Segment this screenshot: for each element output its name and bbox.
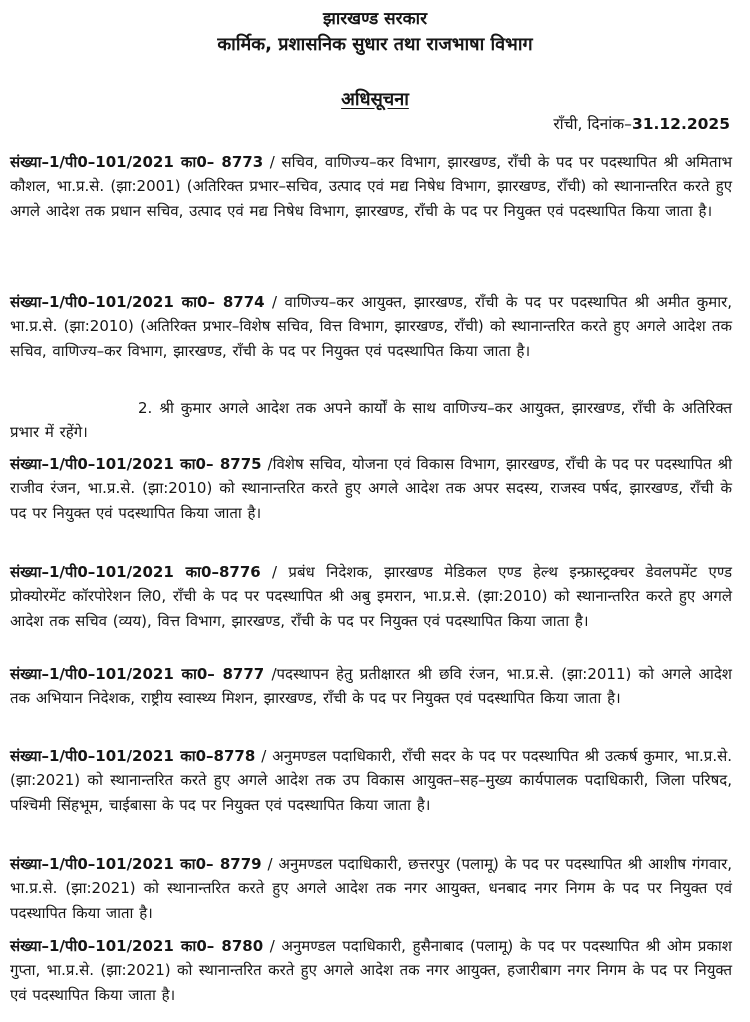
dateline-place: राँची, दिनांक–	[553, 115, 632, 133]
dateline-date: 31.12.2025	[631, 115, 730, 133]
document-title-text: अधिसूचना	[341, 89, 409, 110]
government-heading: झारखण्ड सरकार	[322, 9, 428, 29]
order-subparagraph-2	[10, 396, 732, 445]
order-text: / सचिव, वाणिज्य–कर विभाग, झारखण्ड, राँची के पद पर पदस्थापित श्री अमिताभ कौशल, भा.प्र.से. (झा:2001) (अतिरिक्त प्रभार–सचिव, उत्पाद एवं मद्य निषेध विभाग, झारखण्ड, राँची) को स्थानान्तरित करते हुए अगले आदेश तक प्रधान सचिव, उत्पाद एवं मद्य निषेध विभाग, झारखण्ड, राँची के पद पर नियुक्त एवं पदस्थापित किया जाता है।	[10, 153, 732, 220]
order-reference: संख्या–1/पी0–101/2021 का0–8776	[10, 563, 261, 581]
order-paragraph-8779	[10, 852, 732, 925]
order-text: / अनुमण्डल पदाधिकारी, राँची सदर के पद पर पदस्थापित श्री उत्कर्ष कुमार, भा.प्र.से. (झा:2021) को स्थानान्तरित करते हुए अगले आदेश तक उप विकास आयुक्त–सह–मुख्य कार्यपालक पदाधिकारी, जिला परिषद, पश्चिमी सिंहभूम, चाईबासा के पद पर नियुक्त एवं पदस्थापित किया जाता है।	[10, 747, 733, 814]
order-text: / अनुमण्डल पदाधिकारी, हुसैनाबाद (पलामू) के पद पर पदस्थापित श्री ओम प्रकाश गुप्ता, भा.प्र.से. (झा:2021) को स्थानान्तरित करते हुए अगले आदेश तक नगर आयुक्त, हजारीबाग नगर निगम के पद पर नियुक्त एवं पदस्थापित किया जाता है।	[10, 937, 732, 1004]
order-text: / प्रबंध निदेशक, झारखण्ड मेडिकल एण्ड हेल्थ इन्फ्रास्ट्रक्चर डेवलपमेंट एण्ड प्रोक्योरमेंट कॉरपोरेशन लि0, राँची के पद पर पदस्थापित श्री अबु इमरान, भा.प्र.से. (झा:2010) को स्थानान्तरित करते हुए अगले आदेश तक सचिव (व्यय), वित्त विभाग, झारखण्ड, राँची के पद पर नियुक्त एवं पदस्थापित किया जाता है।	[10, 563, 732, 630]
department-heading: कार्मिक, प्रशासनिक सुधार तथा राजभाषा विभाग	[217, 34, 533, 55]
order-reference: संख्या–1/पी0–101/2021 का0– 8775	[10, 455, 262, 473]
order-paragraph-8774	[10, 290, 732, 363]
dateline	[553, 114, 730, 134]
order-text: / अनुमण्डल पदाधिकारी, छत्तरपुर (पलामू) के पद पर पदस्थापित श्री आशीष गंगवार, भा.प्र.से. (झा:2021) को स्थानान्तरित करते हुए अगले आदेश तक नगर आयुक्त, धनबाद नगर निगम के पद पर नियुक्त एवं पदस्थापित किया जाता है।	[10, 855, 732, 922]
order-reference: संख्या–1/पी0–101/2021 का0– 8779	[10, 855, 262, 873]
order-text: 2. श्री कुमार अगले आदेश तक अपने कार्यों के साथ वाणिज्य–कर आयुक्त, झारखण्ड, राँची के अतिरिक्त प्रभार में रहेंगे।	[10, 399, 732, 442]
document-title	[0, 89, 750, 111]
order-reference: संख्या–1/पी0–101/2021 का0– 8777	[10, 665, 265, 683]
order-reference: संख्या–1/पी0–101/2021 का0– 8774	[10, 293, 265, 311]
order-paragraph-8780	[10, 934, 732, 1007]
order-reference: संख्या–1/पी0–101/2021 का0– 8780	[10, 937, 264, 955]
order-paragraph-8777	[10, 662, 732, 711]
order-reference: संख्या–1/पी0–101/2021 का0– 8773	[10, 153, 264, 171]
order-paragraph-8778	[10, 744, 732, 817]
order-text: /पदस्थापन हेतु प्रतीक्षारत श्री छवि रंजन, भा.प्र.से. (झा:2011) को अगले आदेश तक अभियान निदेशक, राष्ट्रीय स्वास्थ्य मिशन, झारखण्ड, राँची के पद पर नियुक्त एवं पदस्थापित किया जाता है।	[10, 665, 732, 708]
order-paragraph-8775	[10, 452, 732, 525]
order-reference: संख्या–1/पी0–101/2021 का0–8778	[10, 747, 256, 765]
order-text: /विशेष सचिव, योजना एवं विकास विभाग, झारखण्ड, राँची के पद पर पदस्थापित श्री राजीव रंजन, भा.प्र.से. (झा:2010) को स्थानान्तरित करते हुए अगले आदेश तक अपर सदस्य, राजस्व पर्षद, झारखण्ड, राँची के पद पर नियुक्त एवं पदस्थापित किया जाता है।	[10, 455, 732, 522]
order-text: / वाणिज्य–कर आयुक्त, झारखण्ड, राँची के पद पर पदस्थापित श्री अमीत कुमार, भा.प्र.से. (झा:2010) (अतिरिक्त प्रभार–विशेष सचिव, वित्त विभाग, झारखण्ड, राँची) को स्थानान्तरित करते हुए अगले आदेश तक सचिव, वाणिज्य–कर विभाग, झारखण्ड, राँची के पद पर नियुक्त एवं पदस्थापित किया जाता है।	[10, 293, 732, 360]
order-paragraph-8776	[10, 560, 732, 633]
order-paragraph-8773	[10, 150, 732, 223]
